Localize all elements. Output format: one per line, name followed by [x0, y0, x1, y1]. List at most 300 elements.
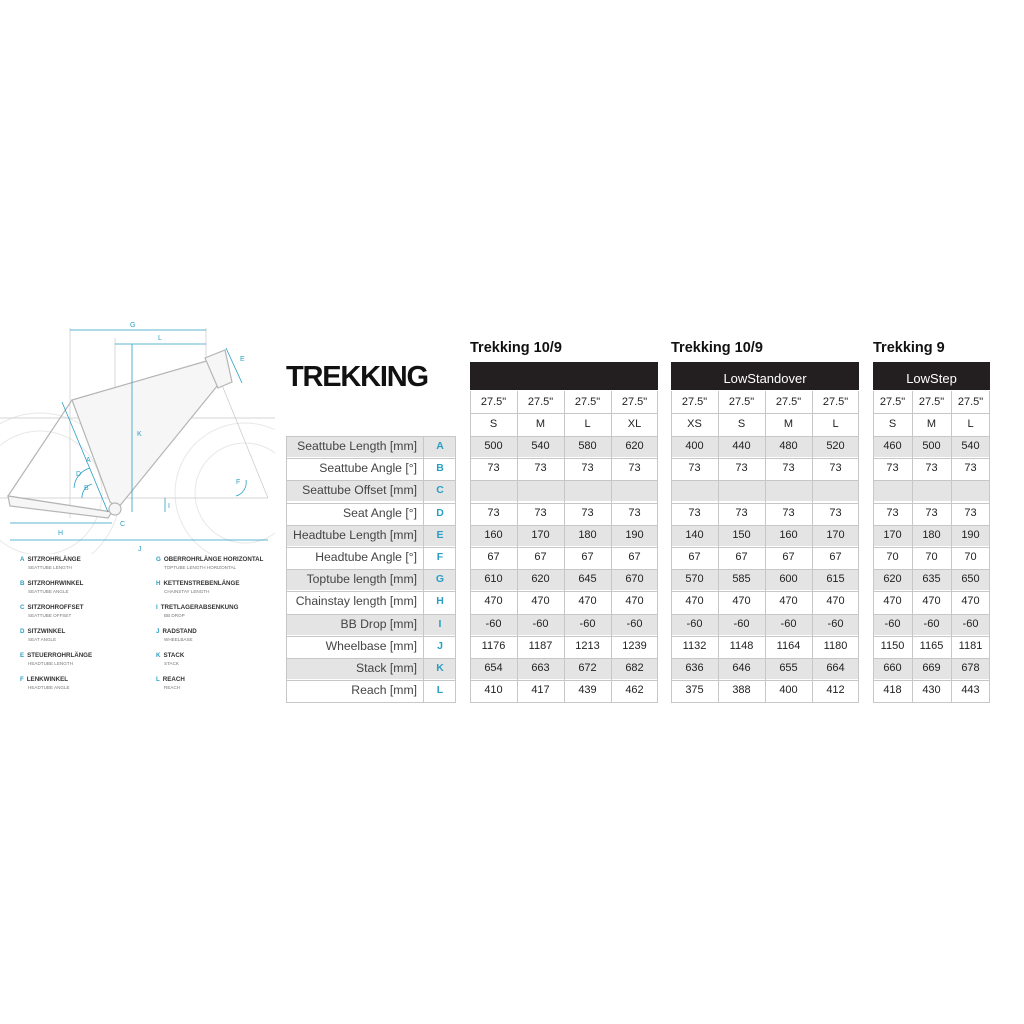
model-variant-bar: [470, 362, 658, 390]
row-letter: G: [424, 569, 456, 590]
row-letter: B: [436, 462, 444, 475]
table-cell: 70: [873, 547, 912, 568]
grid-line: [873, 480, 990, 481]
table-cell: 460: [873, 436, 912, 457]
diagram-label-g: G: [130, 322, 136, 329]
legend-item-sublabel: STACK: [164, 661, 179, 666]
legend-item-name: OBERROHRLÄNGE HORIZONTAL: [163, 556, 264, 563]
grid-line: [286, 614, 456, 615]
diagram-label-e: E: [240, 356, 245, 363]
table-cell: 1239: [611, 636, 658, 657]
legend-item-letter: L: [156, 676, 160, 683]
table-cell: 443: [951, 680, 990, 701]
legend-item-sublabel: SEATTUBE OFFSET: [28, 613, 72, 618]
table-cell: [812, 480, 859, 501]
grid-line: [286, 702, 456, 703]
table-cell: 470: [517, 591, 564, 612]
table-cell: 1181: [951, 636, 990, 657]
frame-size-cell: M: [783, 418, 794, 430]
table-cell: 180: [912, 525, 951, 546]
legend-item-name: SITZROHRWINKEL: [27, 580, 84, 587]
table-row: [873, 569, 990, 590]
grid-line: [873, 413, 990, 414]
grid-line: [455, 436, 456, 702]
row-letter: L: [436, 684, 444, 697]
label-row: [286, 503, 456, 524]
grid-line: [671, 702, 859, 703]
table-cell: -60: [671, 614, 718, 635]
table-cell: 470: [671, 591, 718, 612]
table-cell: 540: [951, 436, 990, 457]
table-cell: 170: [517, 525, 564, 546]
legend-item-sublabel: SEATTUBE LENGTH: [28, 565, 72, 570]
table-cell: 170: [812, 525, 859, 546]
table-cell: 480: [765, 436, 812, 457]
table-cell: -60: [470, 614, 517, 635]
label-row: [286, 436, 456, 457]
table-cell: 620: [611, 436, 658, 457]
grid-line: [873, 436, 990, 437]
legend-item-letter: D: [20, 628, 25, 635]
table-cell: 190: [951, 525, 990, 546]
model-variant-bar: LowStandover: [671, 362, 859, 390]
grid-line: [286, 458, 456, 459]
row-letter: F: [436, 551, 444, 563]
table-cell: 73: [912, 503, 951, 524]
model-variant-bar: LowStep: [873, 362, 990, 390]
grid-line: [517, 391, 518, 702]
grid-line: [718, 391, 719, 702]
table-cell: 620: [873, 569, 912, 590]
frame-size-cell: L: [832, 418, 839, 430]
table-cell: 190: [611, 525, 658, 546]
diagram-label-b: B: [84, 485, 89, 492]
table-cell: 73: [873, 503, 912, 524]
legend-item-letter: F: [20, 676, 24, 683]
table-row: [873, 503, 990, 524]
legend-item-sublabel: TOPTUBE LENGTH HORIZONTAL: [164, 565, 237, 570]
row-label: Seat Angle [°]: [343, 505, 417, 520]
legend-item-name: STEUERROHRLÄNGE: [27, 652, 93, 659]
grid-line: [286, 547, 456, 548]
table-cell: 672: [564, 658, 611, 679]
table-cell: 470: [873, 591, 912, 612]
grid-line: [873, 569, 990, 570]
table-cell: 67: [470, 547, 517, 568]
grid-line: [912, 391, 913, 702]
grid-line: [812, 391, 813, 702]
legend-item-sublabel: CHAINSTAY LENGTH: [164, 589, 210, 594]
legend-item-name: SITZWINKEL: [27, 628, 66, 635]
table-cell: -60: [951, 614, 990, 635]
legend-item-letter: B: [20, 580, 25, 587]
frame-size-cell: S: [888, 418, 897, 430]
frame-size-cell: M: [535, 418, 546, 430]
table-cell: 73: [718, 458, 765, 479]
table-row: [873, 436, 990, 457]
table-cell: 635: [912, 569, 951, 590]
label-row: [286, 569, 456, 590]
table-cell: 73: [812, 503, 859, 524]
grid-line: [286, 658, 456, 659]
grid-line: [286, 436, 287, 702]
table-cell: 73: [470, 503, 517, 524]
grid-line: [873, 636, 990, 637]
row-letter: A: [424, 436, 456, 457]
frame-size-cell: XL: [627, 418, 642, 430]
grid-line: [873, 680, 990, 681]
table-cell: 73: [765, 503, 812, 524]
legend-item-letter: C: [20, 604, 25, 611]
table-cell: 400: [671, 436, 718, 457]
table-row: [873, 458, 990, 479]
label-row: [286, 680, 456, 701]
row-letter: E: [424, 525, 456, 546]
table-cell: 500: [912, 436, 951, 457]
row-letter: H: [436, 595, 444, 608]
grid-line: [286, 680, 456, 681]
table-row: [873, 480, 990, 501]
table-cell: 500: [470, 436, 517, 457]
frame-size-cell: L: [967, 418, 974, 430]
table-row: [873, 614, 990, 635]
table-cell: -60: [611, 614, 658, 635]
frame-size-cell: S: [489, 418, 498, 430]
wheel-size-cell: 27.5": [681, 396, 708, 408]
table-cell: 67: [517, 547, 564, 568]
table-cell: 430: [912, 680, 951, 701]
grid-line: [873, 658, 990, 659]
table-cell: 1176: [470, 636, 517, 657]
frame-size-cell: S: [737, 418, 746, 430]
grid-line: [873, 391, 874, 702]
legend-item-name: RADSTAND: [162, 628, 197, 635]
table-cell: 67: [611, 547, 658, 568]
table-cell: 664: [812, 658, 859, 679]
wheel-size-cell: 27.5": [775, 396, 802, 408]
grid-line: [423, 436, 424, 702]
table-cell: 636: [671, 658, 718, 679]
legend-item-sublabel: SEAT ANGLE: [28, 637, 57, 642]
table-cell: -60: [765, 614, 812, 635]
row-label: Seattube Angle [°]: [319, 461, 417, 476]
label-row: [286, 658, 456, 679]
table-cell: 682: [611, 658, 658, 679]
model-title: Trekking 9: [873, 340, 945, 356]
table-cell: 73: [951, 503, 990, 524]
table-row: [873, 658, 990, 679]
wheel-size-cell: 27.5": [480, 396, 507, 408]
row-letter: K: [424, 658, 456, 679]
grid-line: [286, 503, 456, 504]
grid-line: [286, 591, 456, 592]
table-cell: 600: [765, 569, 812, 590]
table-cell: 615: [812, 569, 859, 590]
diagram-label-f: F: [236, 479, 241, 486]
row-label-column: [286, 0, 456, 1024]
diagram-label-i: I: [168, 503, 170, 510]
grid-line: [873, 547, 990, 548]
table-cell: 73: [470, 458, 517, 479]
frame-size-cell: M: [926, 418, 937, 430]
diagram-label-h: H: [58, 530, 64, 537]
label-row: [286, 547, 456, 568]
grid-line: [989, 391, 990, 702]
table-row: [873, 525, 990, 546]
model-title: Trekking 10/9: [671, 340, 763, 356]
label-row: [286, 636, 456, 657]
table-cell: 67: [564, 547, 611, 568]
table-cell: 412: [812, 680, 859, 701]
row-letter: I: [424, 614, 456, 635]
table-cell: 1148: [718, 636, 765, 657]
table-cell: 160: [765, 525, 812, 546]
table-cell: 462: [611, 680, 658, 701]
grid-line: [671, 391, 672, 702]
table-cell: 645: [564, 569, 611, 590]
table-cell: 140: [671, 525, 718, 546]
wheel-size-cell: 27.5": [957, 396, 984, 408]
table-cell: -60: [912, 614, 951, 635]
legend-item-letter: A: [20, 556, 25, 563]
row-label: Wheelbase [mm]: [325, 638, 417, 653]
grid-line: [858, 391, 859, 702]
table-cell: 73: [517, 458, 564, 479]
table-cell: 73: [564, 503, 611, 524]
table-cell: 1187: [517, 636, 564, 657]
table-cell: 678: [951, 658, 990, 679]
legend-item-sublabel: WHEELBASE: [164, 637, 193, 642]
diagram-label-l: L: [158, 335, 162, 342]
table-cell: 67: [718, 547, 765, 568]
table-cell: 67: [812, 547, 859, 568]
legend-item-sublabel: HEADTUBE LENGTH: [28, 661, 73, 666]
table-cell: -60: [812, 614, 859, 635]
table-cell: 73: [517, 503, 564, 524]
table-cell: 1132: [671, 636, 718, 657]
legend-item-letter: E: [20, 652, 25, 659]
grid-line: [873, 591, 990, 592]
table-cell: 388: [718, 680, 765, 701]
table-cell: 470: [611, 591, 658, 612]
legend-item-name: SITZROHRLÄNGE: [27, 556, 81, 563]
legend-item-sublabel: SEATTUBE ANGLE: [28, 589, 69, 594]
grid-line: [286, 569, 456, 570]
diagram-label-d: D: [76, 471, 82, 478]
table-cell: 580: [564, 436, 611, 457]
table-cell: 670: [611, 569, 658, 590]
table-cell: [718, 480, 765, 501]
grid-line: [470, 702, 658, 703]
table-cell: 470: [470, 591, 517, 612]
legend-item-letter: J: [156, 628, 160, 635]
legend-item-name: REACH: [162, 676, 185, 683]
table-cell: 160: [470, 525, 517, 546]
legend-item-name: KETTENSTREBENLÄNGE: [163, 580, 240, 587]
legend-item-name: SITZROHROFFSET: [27, 604, 84, 611]
table-cell: 73: [718, 503, 765, 524]
wheel-size-cell: 27.5": [822, 396, 849, 408]
grid-line: [873, 458, 990, 459]
wheel-size-cell: 27.5": [574, 396, 601, 408]
size-table-3: [873, 0, 990, 1024]
table-cell: [951, 480, 990, 501]
grid-line: [564, 391, 565, 702]
table-cell: 669: [912, 658, 951, 679]
diagram-label-a: A: [86, 457, 91, 464]
table-cell: 655: [765, 658, 812, 679]
table-cell: 410: [470, 680, 517, 701]
table-cell: [564, 480, 611, 501]
table-cell: 654: [470, 658, 517, 679]
table-cell: 610: [470, 569, 517, 590]
table-cell: -60: [564, 614, 611, 635]
table-cell: 170: [873, 525, 912, 546]
wheel-size-cell: 27.5": [879, 396, 906, 408]
table-cell: [671, 480, 718, 501]
table-cell: 73: [611, 458, 658, 479]
table-cell: 440: [718, 436, 765, 457]
grid-line: [951, 391, 952, 702]
diagram-label-c: C: [120, 521, 126, 528]
grid-line: [611, 391, 612, 702]
table-cell: 470: [718, 591, 765, 612]
table-cell: 1165: [912, 636, 951, 657]
table-cell: [611, 480, 658, 501]
table-cell: 180: [564, 525, 611, 546]
row-letter: J: [437, 639, 443, 652]
legend-item-letter: K: [156, 652, 161, 659]
table-cell: 73: [951, 458, 990, 479]
legend-item-sublabel: BB DROP: [164, 613, 185, 618]
table-cell: [470, 480, 517, 501]
table-cell: 73: [671, 458, 718, 479]
table-row: [873, 636, 990, 657]
table-cell: 70: [951, 547, 990, 568]
row-label: Toptube length [mm]: [286, 569, 423, 590]
wheel-size-cell: 27.5": [728, 396, 755, 408]
grid-line: [873, 614, 990, 615]
table-cell: 520: [812, 436, 859, 457]
table-cell: 73: [765, 458, 812, 479]
grid-line: [873, 503, 990, 504]
page-title: TREKKING: [286, 361, 428, 393]
table-cell: 1213: [564, 636, 611, 657]
row-label: BB Drop [mm]: [286, 614, 423, 635]
table-cell: [873, 480, 912, 501]
table-cell: [765, 480, 812, 501]
table-cell: 470: [812, 591, 859, 612]
legend-item-name: LENKWINKEL: [26, 676, 69, 683]
grid-line: [765, 391, 766, 702]
table-cell: 650: [951, 569, 990, 590]
row-label: Reach [mm]: [351, 683, 417, 698]
legend-item-sublabel: HEADTUBE ANGLE: [28, 685, 70, 690]
label-row: [286, 458, 456, 479]
wheel-size-cell: 27.5": [527, 396, 554, 408]
table-cell: 470: [951, 591, 990, 612]
legend-item-sublabel: REACH: [164, 685, 181, 690]
wheel-size-cell: 27.5": [621, 396, 648, 408]
table-cell: 73: [912, 458, 951, 479]
table-cell: 439: [564, 680, 611, 701]
table-cell: 1150: [873, 636, 912, 657]
grid-line: [286, 436, 456, 437]
label-row: [286, 591, 456, 612]
table-cell: 67: [671, 547, 718, 568]
size-table-2: [671, 0, 859, 1024]
table-cell: 470: [912, 591, 951, 612]
table-cell: -60: [873, 614, 912, 635]
grid-line: [873, 525, 990, 526]
grid-line: [286, 480, 456, 481]
table-cell: 1180: [812, 636, 859, 657]
table-cell: 620: [517, 569, 564, 590]
grid-line: [286, 636, 456, 637]
table-cell: 417: [517, 680, 564, 701]
table-cell: [912, 480, 951, 501]
row-label: Seattube Length [mm]: [286, 436, 423, 457]
legend-item-letter: G: [156, 556, 161, 563]
table-row: [873, 547, 990, 568]
table-row: [873, 680, 990, 701]
table-cell: 470: [765, 591, 812, 612]
table-cell: -60: [718, 614, 765, 635]
table-cell: 470: [564, 591, 611, 612]
row-letter: C: [424, 480, 456, 501]
table-cell: [517, 480, 564, 501]
table-cell: 660: [873, 658, 912, 679]
table-cell: 663: [517, 658, 564, 679]
table-cell: 400: [765, 680, 812, 701]
row-label: Headtube Angle [°]: [315, 550, 417, 564]
label-row: [286, 614, 456, 635]
table-cell: 418: [873, 680, 912, 701]
wheel-size-cell: 27.5": [918, 396, 945, 408]
row-label: Stack [mm]: [286, 658, 423, 679]
table-cell: 70: [912, 547, 951, 568]
legend-item-letter: H: [156, 580, 161, 587]
diagram-label-j: J: [138, 546, 142, 553]
diagram-label-k: K: [137, 431, 142, 438]
table-cell: 585: [718, 569, 765, 590]
table-cell: 73: [564, 458, 611, 479]
grid-line: [470, 391, 471, 702]
table-cell: -60: [517, 614, 564, 635]
label-row: [286, 525, 456, 546]
grid-line: [873, 702, 990, 703]
row-label: Seattube Offset [mm]: [286, 480, 423, 501]
row-label: Headtube Length [mm]: [286, 525, 423, 546]
table-cell: 570: [671, 569, 718, 590]
table-cell: 540: [517, 436, 564, 457]
label-row: [286, 480, 456, 501]
table-cell: 646: [718, 658, 765, 679]
table-row: [873, 591, 990, 612]
frame-size-cell: XS: [687, 418, 702, 430]
table-cell: 73: [812, 458, 859, 479]
grid-line: [286, 525, 456, 526]
table-cell: 67: [765, 547, 812, 568]
table-cell: 73: [671, 503, 718, 524]
frame-size-cell: L: [584, 418, 591, 430]
table-cell: 150: [718, 525, 765, 546]
table-cell: 73: [611, 503, 658, 524]
table-cell: 1164: [765, 636, 812, 657]
legend-item-name: STACK: [163, 652, 185, 659]
model-title: Trekking 10/9: [470, 340, 562, 356]
table-cell: 73: [873, 458, 912, 479]
